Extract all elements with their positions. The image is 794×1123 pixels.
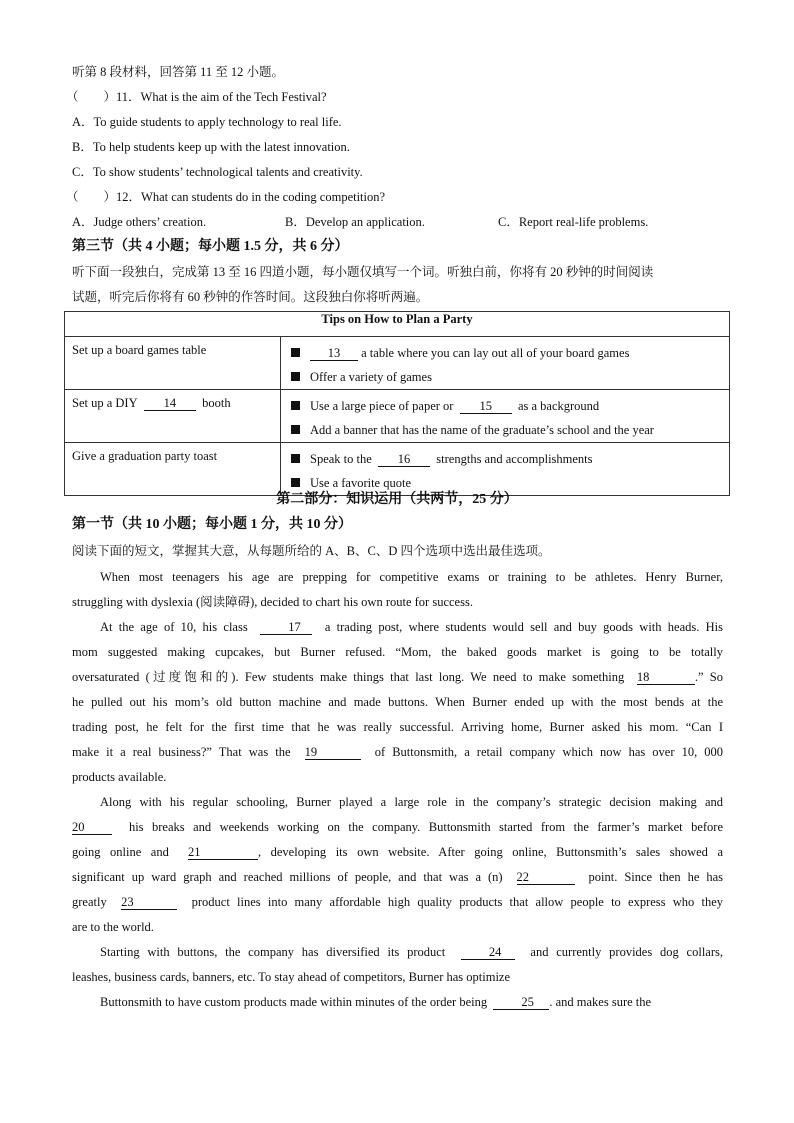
table-row xyxy=(65,443,730,496)
bullet-text: Use a favorite quote xyxy=(310,476,412,490)
passage-line: struggling with dyslexia (阅读障碍), decided to chart his own route for success. xyxy=(72,595,473,609)
square-bullet-icon xyxy=(291,401,300,410)
tips-table xyxy=(64,311,730,496)
row-tip-label: Give a graduation party toast xyxy=(65,443,281,496)
q11-option-a: A．To guide students to apply technology to real life. xyxy=(72,115,342,129)
row-tip-details xyxy=(281,443,730,496)
answer-blank-14[interactable]: 14 xyxy=(144,396,196,411)
passage-text: . and makes sure the xyxy=(549,995,652,1009)
q12-option-c: C．Report real-life problems. xyxy=(498,215,649,229)
passage-text: of Buttonsmith, a retail company which now has over 10, 000 xyxy=(374,745,724,759)
row-tip-label xyxy=(65,390,281,443)
part2-instruction: 阅读下面的短文，掌握其大意，从每题所给的 A、B、C、D 四个选项中选出最佳选项。 xyxy=(72,544,551,558)
bullet-item xyxy=(291,394,722,418)
passage-text: product lines into many affordable high quality products that allow people to express who they xyxy=(191,895,724,909)
answer-blank-15[interactable]: 15 xyxy=(460,399,512,414)
bullet-text: Add a banner that has the name of the graduate’s school and the year xyxy=(310,423,654,437)
table-row xyxy=(65,337,730,390)
passage-line xyxy=(72,615,723,640)
row-tip-details xyxy=(281,337,730,390)
bullet-item xyxy=(291,365,722,389)
passage-line xyxy=(72,890,723,915)
section3-instruction-line1: 听下面一段独白，完成第 13 至 16 四道小题，每小题仅填写一个词。听独白前，你将有 20 秒钟的时间阅读 xyxy=(72,265,654,279)
passage-text: and currently provides dog collars, xyxy=(530,945,723,959)
bullet-text: Offer a variety of games xyxy=(310,370,432,384)
label-text: Set up a DIY xyxy=(72,396,138,410)
part2-section1-heading: 第一节（共 10 小题；每小题 1 分，共 10 分） xyxy=(72,517,352,532)
q11-option-b: B．To help students keep up with the latest innovation. xyxy=(72,140,350,154)
passage-text: At the age of 10, his class xyxy=(100,620,248,634)
bullet-text: strengths and accomplishments xyxy=(436,452,593,466)
passage-line xyxy=(72,740,723,765)
passage-line xyxy=(72,940,723,965)
passage-line xyxy=(72,665,723,690)
question-12 xyxy=(66,189,385,205)
answer-blank-18[interactable]: 18 xyxy=(637,670,695,685)
passage-line: trading post, he felt for the first time that he was really successful. Arriving home, Burner asked his mom. “Can I xyxy=(72,720,723,734)
question-text: 12．What can students do in the coding competition? xyxy=(116,190,386,204)
passage-line: he pulled out his mom’s old button machine and made buttons. When Burner ended up with the most bends at the xyxy=(72,695,723,709)
answer-blank-25[interactable]: 25 xyxy=(493,995,549,1010)
answer-blank-23[interactable]: 23 xyxy=(121,895,177,910)
square-bullet-icon xyxy=(291,348,300,357)
answer-blank-13[interactable]: 13 xyxy=(310,346,358,361)
bullet-text: as a background xyxy=(517,399,600,413)
section3-instruction-line2: 试题，听完后你将有 60 秒钟的作答时间。这段独白你将听两遍。 xyxy=(72,290,429,304)
bullet-item xyxy=(291,418,722,442)
bullet-item xyxy=(291,341,722,365)
bullet-text: Use a large piece of paper or xyxy=(310,399,454,413)
passage-text: significant up ward graph and reached millions of people, and that was a (n) xyxy=(72,870,503,884)
section3-heading: 第三节（共 4 小题；每小题 1.5 分，共 6 分） xyxy=(72,239,349,254)
q12-option-a: A．Judge others’ creation. xyxy=(72,215,207,229)
passage-text: oversaturated (过度饱和的). Few students make things that last long. We need to make something xyxy=(72,670,625,684)
row-tip-details xyxy=(281,390,730,443)
passage-line xyxy=(72,865,723,890)
passage-line: products available. xyxy=(72,770,167,784)
cloze-passage xyxy=(72,565,723,1015)
answer-paren: （ ） xyxy=(66,190,117,204)
question-11 xyxy=(66,89,327,105)
answer-blank-24[interactable]: 24 xyxy=(461,945,515,960)
passage-line: mom suggested making cupcakes, but Burner refused. “Mom, the baked goods market is going to be totally xyxy=(72,645,723,659)
bullet-text: a table where you can lay out all of your board games xyxy=(361,346,630,360)
table-title-row xyxy=(65,312,730,337)
passage-line: leashes, business cards, banners, etc. To stay ahead of competitors, Burner has optimize xyxy=(72,970,511,984)
passage-text: , developing its own website. After going online, Buttonsmith’s sales showed a xyxy=(257,845,723,859)
part2-title: 第二部分：知识运用（共两节，25 分） xyxy=(276,492,518,507)
answer-blank-19[interactable]: 19 xyxy=(305,745,361,760)
bullet-item xyxy=(291,447,722,471)
answer-blank-21[interactable]: 21 xyxy=(188,845,258,860)
passage-line: are to the world. xyxy=(72,920,154,934)
passage-text: point. Since then he has xyxy=(588,870,724,884)
square-bullet-icon xyxy=(291,372,300,381)
answer-blank-16[interactable]: 16 xyxy=(378,452,430,467)
passage-line xyxy=(72,990,723,1015)
table-row xyxy=(65,390,730,443)
passage-text: a trading post, where students would sell and buy goods with heads. His xyxy=(324,620,724,634)
square-bullet-icon xyxy=(291,478,300,487)
answer-blank-20[interactable]: 20 xyxy=(72,820,112,835)
table-title: Tips on How to Plan a Party xyxy=(65,312,730,337)
q11-option-c: C．To show students’ technological talents and creativity. xyxy=(72,165,363,179)
label-text: booth xyxy=(202,396,231,410)
bullet-text: Speak to the xyxy=(310,452,372,466)
answer-blank-22[interactable]: 22 xyxy=(517,870,575,885)
row-tip-label: Set up a board games table xyxy=(65,337,281,390)
passage-line: When most teenagers his age are prepping for competitive exams or training to be athletes. Henry Burner, xyxy=(100,570,723,584)
square-bullet-icon xyxy=(291,454,300,463)
question-text: 11．What is the aim of the Tech Festival? xyxy=(116,90,327,104)
passage-text: his breaks and weekends working on the company. Buttonsmith started from the farmer’s market before xyxy=(128,820,723,834)
passage-text: .” So xyxy=(694,670,724,684)
material-intro: 听第 8 段材料，回答第 11 至 12 小题。 xyxy=(72,65,285,79)
passage-line xyxy=(72,840,723,865)
answer-paren: （ ） xyxy=(66,90,117,104)
q12-option-b: B．Develop an application. xyxy=(285,215,425,229)
passage-text: Buttonsmith to have custom products made within minutes of the order being xyxy=(100,995,488,1009)
q12-options xyxy=(72,214,648,230)
square-bullet-icon xyxy=(291,425,300,434)
passage-text: make it a real business?” That was the xyxy=(72,745,291,759)
passage-text: going online and xyxy=(72,845,169,859)
passage-line xyxy=(72,815,723,840)
passage-line: Along with his regular schooling, Burner played a large role in the company’s strategic decision making and xyxy=(100,795,723,809)
passage-text: greatly xyxy=(72,895,107,909)
passage-text: Starting with buttons, the company has diversified its product xyxy=(100,945,446,959)
answer-blank-17[interactable]: 17 xyxy=(260,620,312,635)
